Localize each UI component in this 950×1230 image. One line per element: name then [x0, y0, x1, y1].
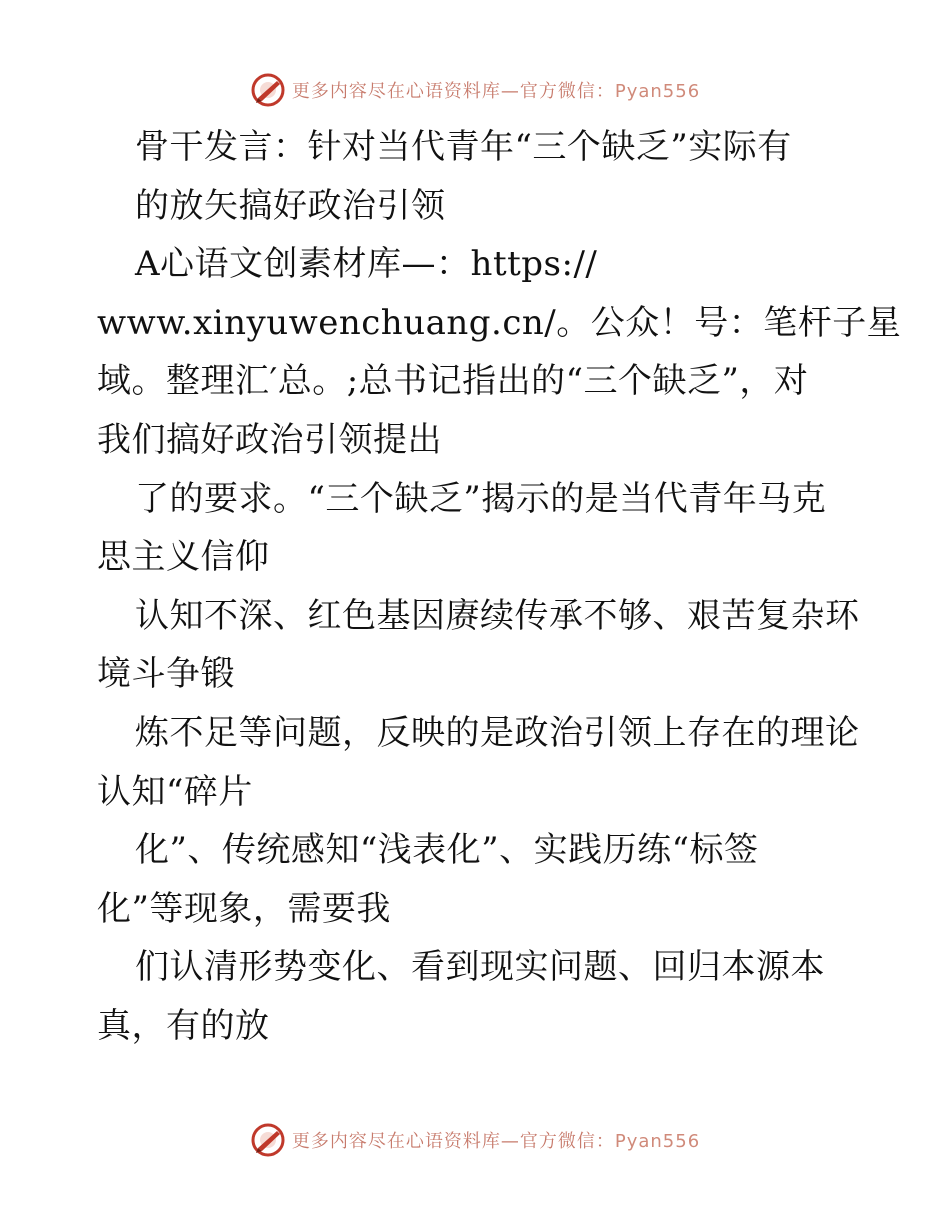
document-line: 我们搞好政治引领提出 [97, 419, 442, 460]
document-line: 们认清形势变化、看到现实问题、回归本源本 [135, 947, 825, 988]
document-line: 了的要求。“三个缺乏”揭示的是当代青年马克 [135, 478, 827, 519]
footer-banner [0, 1120, 950, 1160]
document-line: 境斗争锻 [97, 654, 235, 695]
document-line: 化”、传统感知“浅表化”、实践历练“标签 [135, 830, 759, 871]
document-line: 认知“碎片 [97, 771, 253, 812]
document-line: 骨干发言：针对当代青年“三个缺乏”实际有 [135, 127, 792, 167]
header-banner [0, 70, 950, 110]
document-line: 炼不足等问题，反映的是政治引领上存在的理论 [135, 712, 860, 753]
document-line: 真，有的放 [97, 1005, 270, 1046]
header-banner-contact: Pyan556 [614, 81, 701, 102]
document-line: 化”等现象，需要我 [97, 888, 391, 929]
document-line: 域。整理汇′总。;总书记指出的“三个缺乏”，对 [97, 361, 809, 402]
brush-logo-icon [250, 1122, 286, 1158]
document-line: 认知不深、红色基因赓续传承不够、艰苦复杂环 [135, 595, 860, 636]
footer-banner-text: 更多内容尽在心语资料库—官方微信：Pyan556 [291, 1131, 701, 1152]
footer-banner-contact: Pyan556 [614, 1131, 701, 1152]
document-line: www.xinyuwenchuang.cn/。公众！号：笔杆子星 [97, 302, 902, 343]
document-line: A心语文创素材库—：https:// [135, 244, 598, 285]
brush-logo-icon [250, 72, 286, 108]
document-line: 的放矢搞好政治引领 [135, 185, 446, 226]
header-banner-text: 更多内容尽在心语资料库—官方微信：Pyan556 [291, 81, 701, 102]
document-line: 思主义信仰 [97, 537, 270, 578]
document-body [97, 118, 902, 1056]
